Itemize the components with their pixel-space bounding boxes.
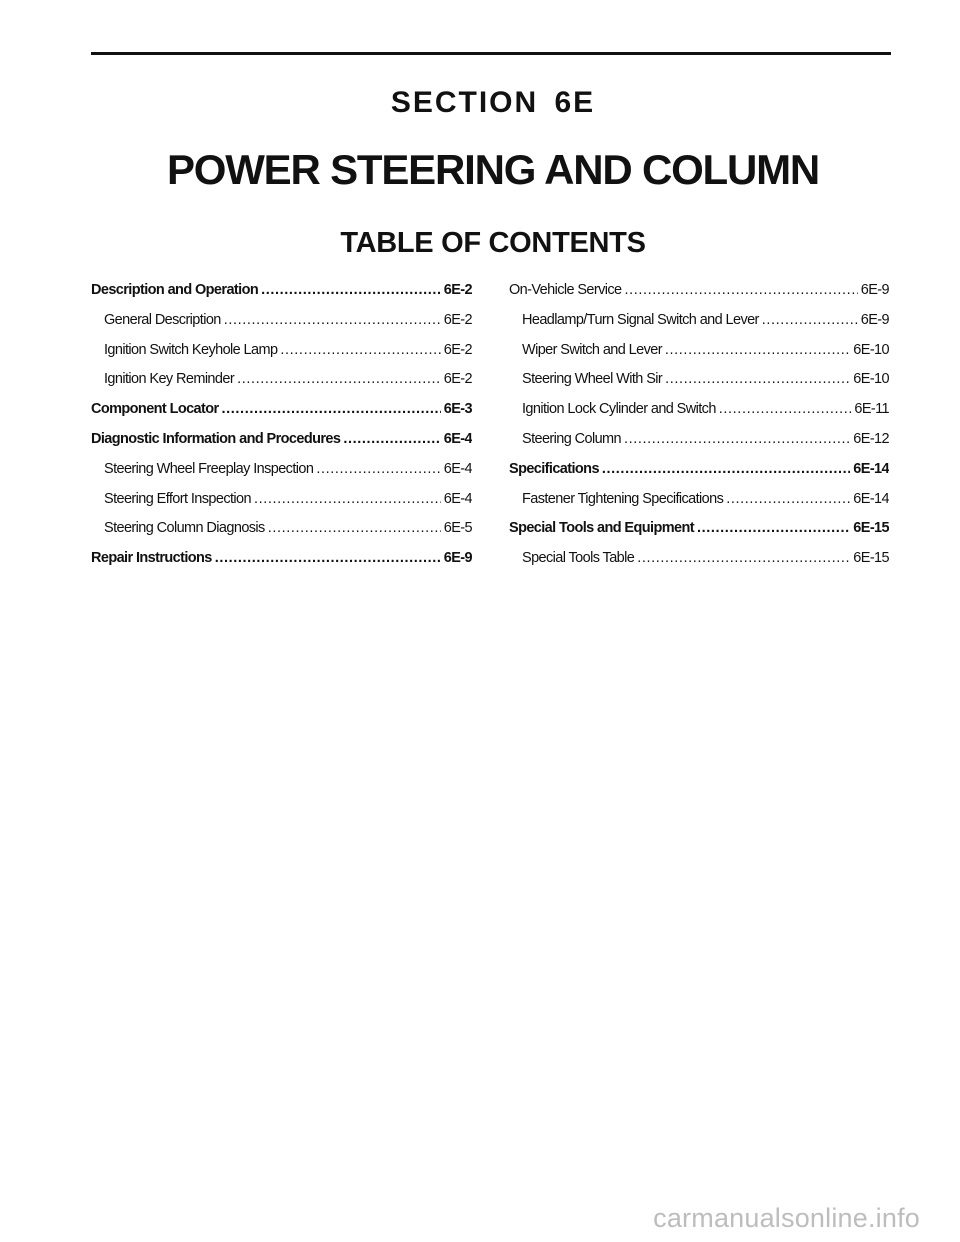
toc-dot-leader	[222, 401, 441, 417]
toc-right-column	[509, 282, 889, 580]
toc-dot-leader	[261, 282, 441, 298]
toc-dot-leader	[719, 401, 852, 417]
toc-entry-page: 6E-4	[443, 460, 472, 477]
toc-entry-label: Steering Wheel Freeplay Inspection	[104, 460, 314, 477]
toc-entry-page: 6E-9	[860, 282, 889, 298]
watermark: carmanualsonline.info	[653, 1203, 920, 1233]
toc-entry-fastener-tightening-specifications[interactable]	[509, 491, 889, 521]
toc-entry-wiper-switch-and-lever[interactable]	[509, 342, 889, 372]
toc-entry-label: Diagnostic Information and Procedures	[91, 430, 341, 447]
toc-entry-page: 6E-12	[853, 430, 889, 447]
toc-entry-general-description[interactable]	[91, 312, 472, 342]
toc-entry-label: On-Vehicle Service	[509, 282, 622, 298]
toc-dot-leader	[665, 342, 850, 358]
toc-entry-label: Headlamp/Turn Signal Switch and Lever	[522, 311, 759, 328]
toc-entry-label: Steering Effort Inspection	[104, 490, 251, 507]
toc-entry-label: Component Locator	[91, 401, 219, 418]
toc-entry-label: Special Tools and Equipment	[509, 520, 694, 537]
toc-entry-label: Wiper Switch and Lever	[522, 341, 662, 358]
toc-dot-leader	[665, 371, 850, 387]
toc-entry-page: 6E-5	[443, 520, 472, 537]
toc-dot-leader	[215, 550, 441, 566]
toc-entry-page: 6E-2	[443, 311, 472, 328]
toc-entry-page: 6E-10	[853, 371, 889, 388]
top-rule	[91, 52, 891, 55]
toc-entry-ignition-lock-cylinder[interactable]	[509, 401, 889, 431]
toc-dot-leader	[224, 312, 441, 328]
toc-entry-page: 6E-4	[443, 490, 472, 507]
toc-entry-special-tools-and-equipment[interactable]	[509, 520, 889, 550]
toc-entry-label: Repair Instructions	[91, 550, 212, 567]
toc-dot-leader	[316, 461, 440, 477]
toc-entry-component-locator[interactable]	[91, 401, 472, 431]
toc-entry-label: Steering Wheel With Sir	[522, 371, 663, 388]
toc-entry-page: 6E-9	[860, 311, 889, 328]
toc-dot-leader	[268, 520, 441, 536]
toc-entry-label: Ignition Key Reminder	[104, 371, 235, 388]
toc-dot-leader	[602, 461, 850, 477]
toc-entry-steering-wheel-freeplay[interactable]	[91, 461, 472, 491]
toc-entry-page: 6E-2	[443, 371, 472, 388]
toc-entry-page: 6E-14	[853, 490, 889, 507]
toc-entry-page: 6E-9	[443, 550, 472, 567]
toc-dot-leader	[625, 282, 858, 298]
toc-entry-label: Ignition Switch Keyhole Lamp	[104, 341, 278, 358]
toc-entry-ignition-switch-keyhole-lamp[interactable]	[91, 342, 472, 372]
toc-entry-special-tools-table[interactable]	[509, 550, 889, 580]
toc-entry-ignition-key-reminder[interactable]	[91, 371, 472, 401]
toc-dot-leader	[280, 342, 440, 358]
toc-entry-steering-wheel-with-sir[interactable]	[509, 371, 889, 401]
toc-entry-label: Specifications	[509, 460, 599, 477]
toc-entry-label: Fastener Tightening Specifications	[522, 490, 724, 507]
toc-entry-label: Ignition Lock Cylinder and Switch	[522, 401, 716, 418]
toc-dot-leader	[762, 312, 858, 328]
toc-entry-on-vehicle-service[interactable]	[509, 282, 889, 312]
toc-entry-description-and-operation[interactable]	[91, 282, 472, 312]
toc-entry-steering-column[interactable]	[509, 431, 889, 461]
toc-dot-leader	[697, 520, 850, 536]
toc-entry-page: 6E-11	[854, 401, 889, 418]
toc-entry-steering-effort-inspection[interactable]	[91, 491, 472, 521]
toc-entry-headlamp-turn-signal-switch[interactable]	[509, 312, 889, 342]
toc-dot-leader	[624, 431, 850, 447]
toc-entry-label: Steering Column Diagnosis	[104, 520, 265, 537]
section-title: POWER STEERING AND COLUMN	[166, 146, 820, 193]
toc-entry-page: 6E-15	[853, 550, 889, 567]
toc-dot-leader	[237, 371, 441, 387]
toc-entry-diagnostic-information[interactable]	[91, 431, 472, 461]
toc-dot-leader	[637, 550, 850, 566]
toc-left-column	[91, 282, 472, 580]
toc-dot-leader	[343, 431, 440, 447]
toc-entry-specifications[interactable]	[509, 461, 889, 491]
toc-entry-repair-instructions[interactable]	[91, 550, 472, 580]
toc-entry-page: 6E-15	[853, 520, 889, 537]
toc-dot-leader	[726, 491, 850, 507]
toc-entry-label: General Description	[104, 311, 221, 328]
toc-entry-page: 6E-2	[443, 341, 472, 358]
toc-entry-page: 6E-3	[443, 401, 472, 418]
toc-entry-page: 6E-14	[853, 460, 889, 477]
toc-entry-page: 6E-2	[443, 282, 472, 298]
toc-dot-leader	[254, 491, 441, 507]
toc-entry-page: 6E-10	[853, 341, 889, 358]
toc-entry-page: 6E-4	[443, 430, 472, 447]
toc-entry-steering-column-diagnosis[interactable]	[91, 520, 472, 550]
toc-entry-label: Steering Column	[522, 430, 621, 447]
toc-entry-label: Special Tools Table	[522, 550, 635, 567]
section-label: SECTION 6E	[390, 86, 596, 119]
toc-entry-label: Description and Operation	[91, 282, 259, 298]
toc-heading: TABLE OF CONTENTS	[340, 227, 646, 259]
